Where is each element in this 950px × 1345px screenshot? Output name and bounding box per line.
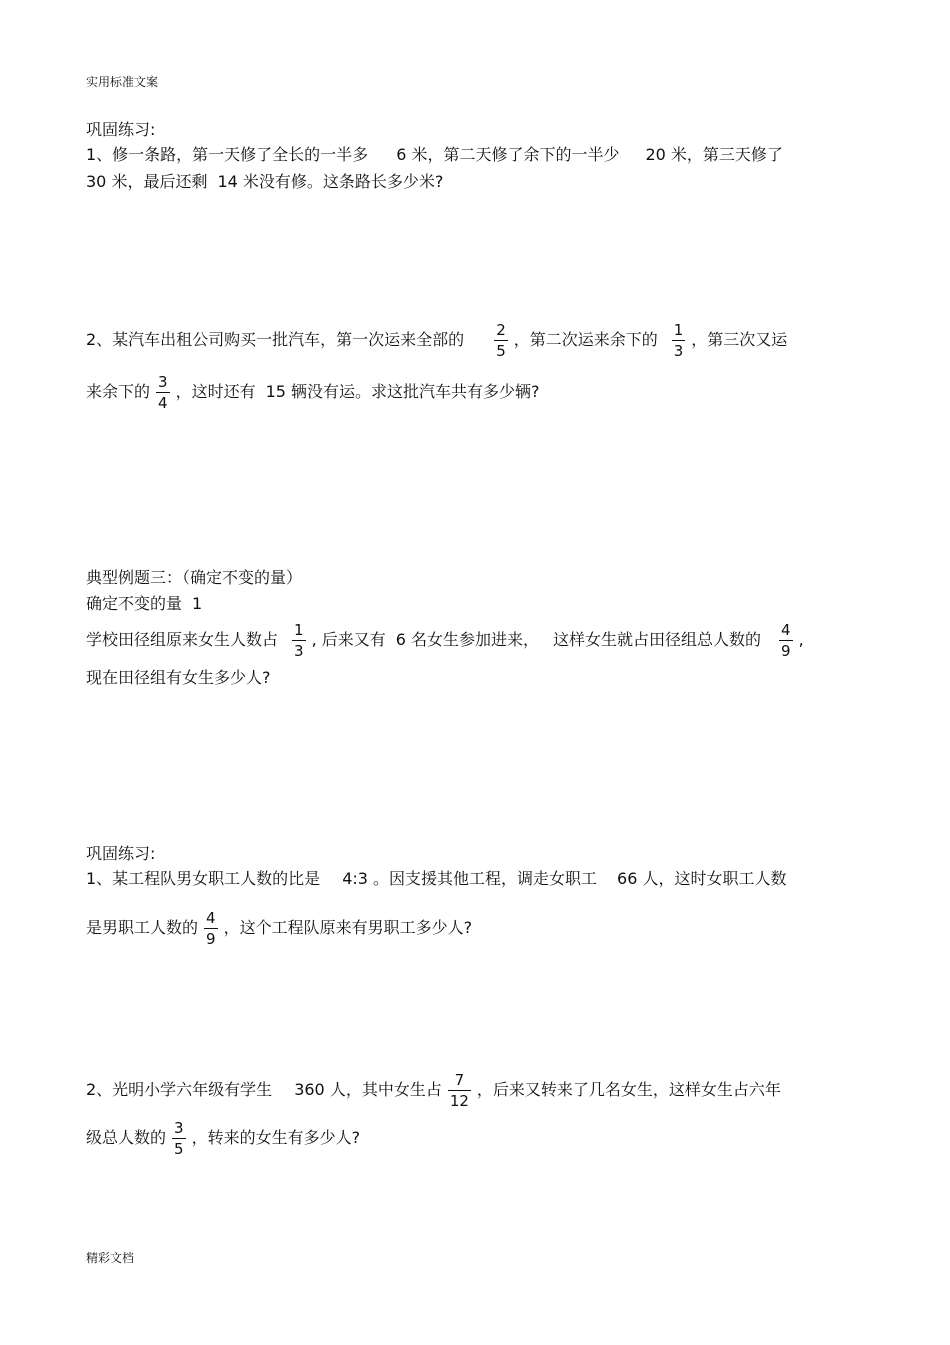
example-line-2: 现在田径组有女生多少人? [86, 668, 271, 687]
section-title: 巩固练习: [86, 120, 156, 139]
text-segment: 是男职工人数的 [86, 918, 199, 937]
text-segment: 15 辆没有运。求这批汽车共有多少辆? [265, 382, 540, 401]
fraction-denominator: 9 [206, 930, 216, 948]
problem-1-line-1 [86, 145, 783, 165]
fraction-bar [204, 928, 218, 929]
fraction [448, 1072, 471, 1109]
text-segment: 30 米，最后还剩 [86, 172, 208, 191]
text-segment: ，后来又转来了几名女生，这样女生占六年 [476, 1080, 781, 1099]
text-segment: 确定不变的量 [86, 594, 183, 613]
text-segment: 学校田径组原来女生人数占 [86, 630, 279, 649]
fraction-numerator: 4 [206, 909, 216, 927]
problem-1-line-2 [86, 172, 443, 192]
example-subtitle [86, 594, 202, 614]
fraction-bar [672, 340, 686, 341]
text-segment: ，这个工程队原来有男职工多少人? [223, 918, 473, 937]
text-segment: ，转来的女生有多少人? [191, 1128, 361, 1147]
fraction-numerator: 1 [673, 321, 684, 339]
fraction [204, 910, 218, 947]
text-segment: 6 名女生参加进来， [395, 630, 540, 649]
text-segment: , 后来又有 [311, 630, 386, 649]
text-segment: 360 人，其中女生占 [294, 1080, 442, 1099]
problem-1-line-1 [86, 869, 786, 889]
text-segment: 14 米没有修。这条路长多少米? [217, 172, 444, 191]
example-line-1 [86, 620, 804, 660]
problem-2-line-2 [86, 372, 540, 412]
fraction [156, 374, 170, 411]
text-segment: 66 人，这时女职工人数 [617, 869, 787, 888]
text-segment: 20 米，第三天修了 [645, 145, 783, 164]
fraction-numerator: 1 [294, 621, 304, 639]
fraction [292, 622, 306, 659]
fraction-numerator: 7 [454, 1071, 465, 1089]
fraction-bar [779, 640, 793, 641]
text-segment: ，这时还有 [175, 382, 256, 401]
fraction-bar [292, 640, 306, 641]
fraction-denominator: 9 [781, 642, 791, 660]
text-segment: , [798, 630, 804, 649]
fraction-denominator: 5 [174, 1140, 184, 1158]
text-segment: 6 米，第二天修了余下的一半少 [396, 145, 620, 164]
fraction-numerator: 3 [174, 1119, 184, 1137]
text-segment: 1、修一条路，第一天修了全长的一半多 [86, 145, 369, 164]
fraction [172, 1120, 186, 1157]
page-footer: 精彩文档 [86, 1251, 135, 1265]
text-segment: 2、光明小学六年级有学生 [86, 1080, 273, 1099]
fraction-denominator: 12 [449, 1092, 469, 1110]
fraction-bar [448, 1090, 471, 1091]
fraction-bar [156, 392, 170, 393]
text-segment: 级总人数的 [86, 1128, 167, 1147]
text-segment: ，第三次又运 [691, 330, 788, 349]
problem-2-line-2 [86, 1118, 360, 1158]
text-segment: 这样女生就占田径组总人数的 [553, 630, 762, 649]
fraction [779, 622, 793, 659]
page-header: 实用标准文案 [86, 75, 159, 89]
problem-1-line-2 [86, 908, 472, 948]
text-segment: ，第二次运来余下的 [513, 330, 658, 349]
fraction-numerator: 4 [781, 621, 791, 639]
text-segment: 4:3 。因支援其他工程，调走女职工 [342, 869, 598, 888]
problem-2-line-1 [86, 320, 787, 360]
fraction-bar [172, 1138, 186, 1139]
fraction [494, 322, 508, 359]
problem-2-line-1 [86, 1070, 781, 1110]
text-segment: 1、某工程队男女职工人数的比是 [86, 869, 321, 888]
fraction-denominator: 5 [496, 342, 506, 360]
fraction-bar [494, 340, 508, 341]
example-title: 典型例题三：（确定不变的量） [86, 568, 303, 587]
fraction-denominator: 3 [294, 642, 304, 660]
fraction-numerator: 2 [496, 321, 506, 339]
fraction [672, 322, 686, 359]
text-segment: 2、某汽车出租公司购买一批汽车，第一次运来全部的 [86, 330, 465, 349]
section-title: 巩固练习: [86, 844, 156, 863]
fraction-numerator: 3 [158, 373, 168, 391]
fraction-denominator: 4 [158, 394, 168, 412]
text-segment: 1 [192, 594, 203, 613]
text-segment: 来余下的 [86, 382, 151, 401]
fraction-denominator: 3 [673, 342, 684, 360]
